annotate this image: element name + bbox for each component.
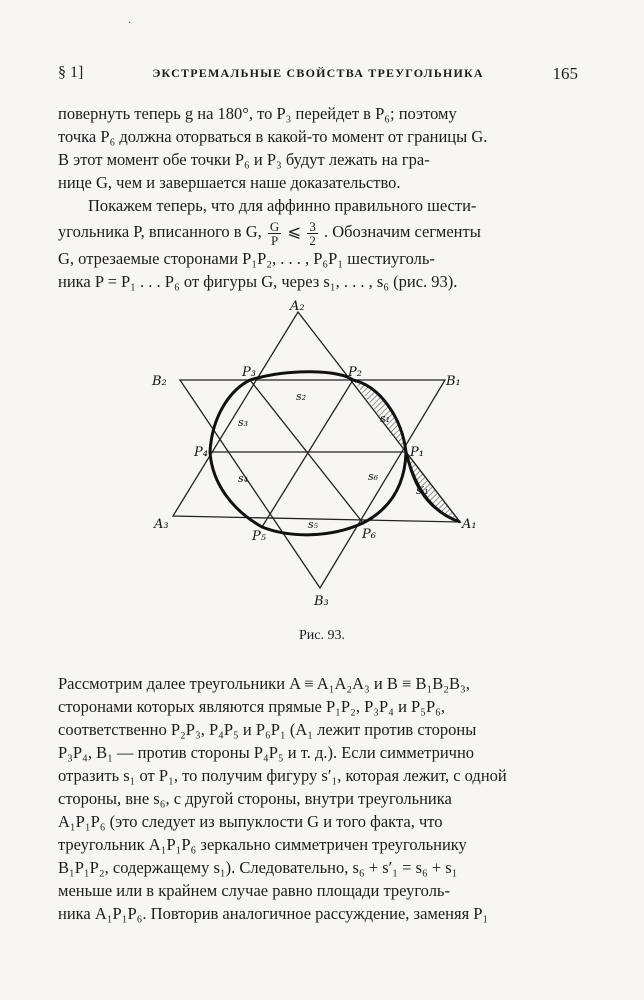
label-b1: B₁	[446, 374, 461, 389]
fraction-three-halves	[307, 220, 318, 247]
segment-s1-prime-shaded	[406, 452, 460, 522]
fraction-denominator: 2	[309, 232, 316, 247]
speck-mark: ·	[128, 18, 132, 29]
fraction-numerator: G	[269, 218, 280, 234]
text-line: Рассмотрим далее треугольники A ≡ A₁A₂A₃ и B ≡ B₁B₂B₃,	[58, 674, 470, 693]
section-number: § 1]	[58, 64, 84, 81]
label-s5: s₅	[308, 518, 319, 531]
label-p4: P₄	[194, 445, 208, 460]
geometry-diagram	[140, 298, 500, 618]
page-number: 165	[552, 64, 578, 83]
running-header	[58, 64, 578, 88]
figure-caption: Рис. 93.	[299, 628, 345, 643]
label-b3: B₃	[314, 594, 329, 609]
text-line: В этот момент обе точки P₆ и P₃ будут лежать на гра-	[58, 150, 430, 169]
text-line: ника A₁P₁P₆. Повторив аналогичное рассуждение, заменяя P₁	[58, 904, 489, 923]
text-line: нице G, чем и завершается наше доказательство.	[58, 173, 401, 192]
text-line: Покажем теперь, что для аффинно правильного шести-	[88, 196, 477, 215]
text-fragment: . Обозначим сегменты	[324, 222, 481, 241]
label-a3: A₃	[154, 517, 169, 532]
label-p5: P₅	[252, 529, 266, 544]
fraction-g-over-p	[268, 220, 281, 247]
text-line: отразить s₁ от P₁, то получим фигуру s′₁, которая лежит, с одной	[58, 766, 507, 785]
label-p3: P₃	[242, 365, 256, 380]
text-line: соответственно P₂P₃, P₄P₅ и P₆P₁ (A₁ лежит против стороны	[58, 720, 477, 739]
leq-symbol: ⩽	[287, 222, 302, 241]
label-s3: s₃	[238, 416, 249, 429]
label-s1: s₁	[380, 412, 391, 425]
label-s2: s₂	[296, 390, 307, 403]
text-line: P₃P₄, B₁ — против стороны P₄P₅ и т. д.). Если симметрично	[58, 743, 475, 762]
paragraph-3	[58, 672, 576, 925]
text-line: точка P₆ должна оторваться в какой-то момент от границы G.	[58, 127, 488, 146]
label-a2: A₂	[290, 299, 305, 314]
paragraph-2	[58, 194, 576, 293]
label-s4: s₄	[238, 472, 249, 485]
label-p2: P₂	[348, 365, 362, 380]
text-line: B₁P₁P₂, содержащему s₁). Следовательно, s₆ + s′₁ = s₆ + s₁	[58, 858, 458, 877]
text-line: треугольник A₁P₁P₆ зеркально симметричен треугольнику	[58, 835, 467, 854]
text-line: меньше или в крайнем случае равно площади треуголь-	[58, 881, 450, 900]
label-s1-prime: s′₁	[416, 484, 429, 497]
text-line: повернуть теперь g на 180°, то P₃ перейдет в P₆; поэтому	[58, 104, 457, 123]
fraction-numerator: 3	[309, 218, 316, 234]
label-b2: B₂	[152, 374, 167, 389]
fraction-denominator: P	[270, 232, 279, 247]
label-s6: s₆	[368, 470, 379, 483]
text-line: сторонами которых являются прямые P₁P₂, P₃P₄ и P₅P₆,	[58, 697, 446, 716]
chapter-title: ЭКСТРЕМАЛЬНЫЕ СВОЙСТВА ТРЕУГОЛЬНИКА	[152, 66, 484, 80]
text-fragment: угольника P, вписанного в G,	[58, 222, 262, 241]
text-line: ника P = P₁ . . . P₆ от фигуры G, через s₁, . . . , s₆ (рис. 93).	[58, 272, 458, 291]
label-a1: A₁	[462, 517, 477, 532]
label-p6: P₆	[362, 527, 376, 542]
text-line: стороны, вне s₆, с другой стороны, внутри треугольника	[58, 789, 452, 808]
figure-93	[140, 298, 500, 618]
paragraph-1	[58, 102, 576, 194]
text-line: G, отрезаемые сторонами P₁P₂, . . . , P₆P₁ шестиуголь-	[58, 249, 435, 268]
text-line-with-formula	[58, 217, 576, 247]
label-p1: P₁	[410, 445, 424, 460]
text-line: A₁P₁P₆ (это следует из выпуклости G и того факта, что	[58, 812, 443, 831]
